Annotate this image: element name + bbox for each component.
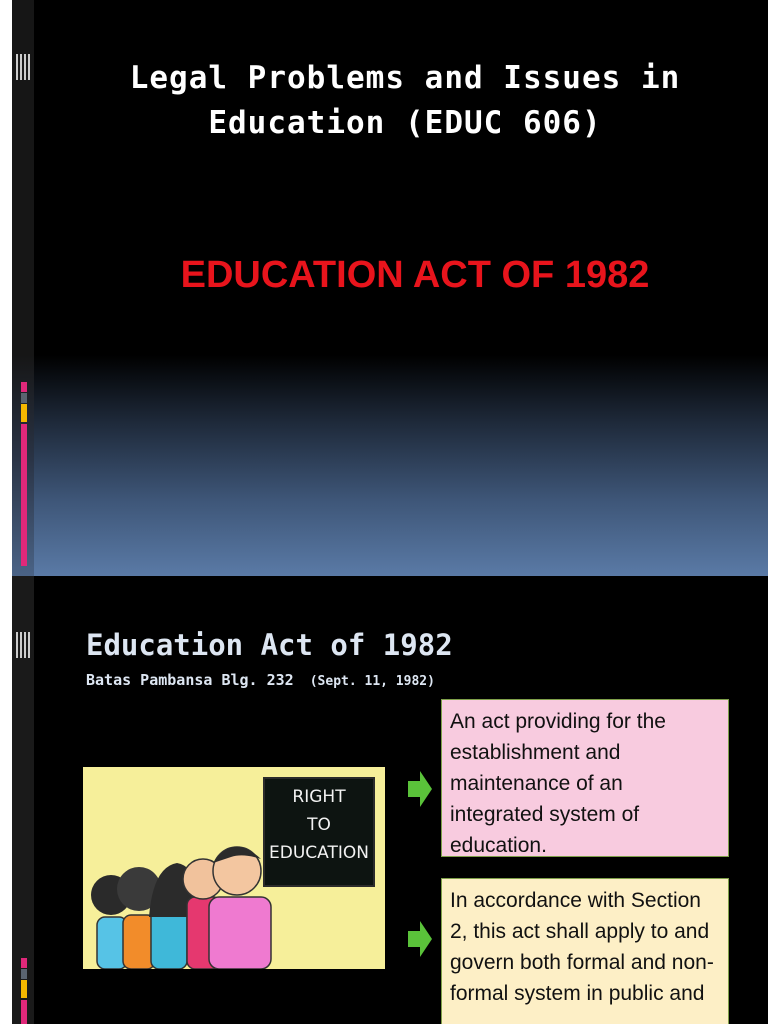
scope-box: In accordance with Section 2, this act shall apply to and govern both formal and non-formal system in public and (441, 878, 729, 1024)
chalkboard-line1: RIGHT (292, 787, 346, 807)
sidebar-accent-gray (21, 393, 27, 403)
slide-sidebar (0, 576, 34, 1024)
sidebar-accent-yellow (21, 404, 27, 422)
content-title: Education Act of 1982 (86, 628, 453, 662)
law-number: Batas Pambansa Blg. 232 (86, 671, 294, 689)
content-subheading (86, 671, 435, 689)
right-to-education-illustration (83, 767, 385, 969)
sidebar-accent-gray (21, 969, 27, 979)
law-date: (Sept. 11, 1982) (309, 674, 435, 689)
slide-subtitle: EDUCATION ACT OF 1982 (180, 254, 650, 296)
definition-box: An act providing for the establishment and maintenance of an integrated system of education. (441, 699, 729, 857)
chalkboard-line3: EDUCATION (269, 843, 369, 863)
sidebar-accent-yellow (21, 980, 27, 998)
chalkboard-line2: TO (307, 815, 331, 835)
slide-title-line2: Education (EDUC 606) (208, 105, 602, 141)
arrow-right-icon (408, 921, 432, 957)
sidebar-lines-ornament (16, 632, 30, 658)
sidebar-accent-magenta (21, 424, 27, 566)
sidebar-accent-magenta (21, 1000, 27, 1024)
arrow-right-icon (408, 771, 432, 807)
slide-title (60, 56, 750, 146)
content-slide (0, 576, 768, 1024)
sidebar-accent-pink (21, 958, 27, 968)
children-drawing (83, 767, 385, 969)
sidebar-accent-pink (21, 382, 27, 392)
sidebar-lines-ornament (16, 54, 30, 80)
slide-title-line1: Legal Problems and Issues in (129, 60, 681, 96)
slide-sidebar (0, 0, 34, 576)
